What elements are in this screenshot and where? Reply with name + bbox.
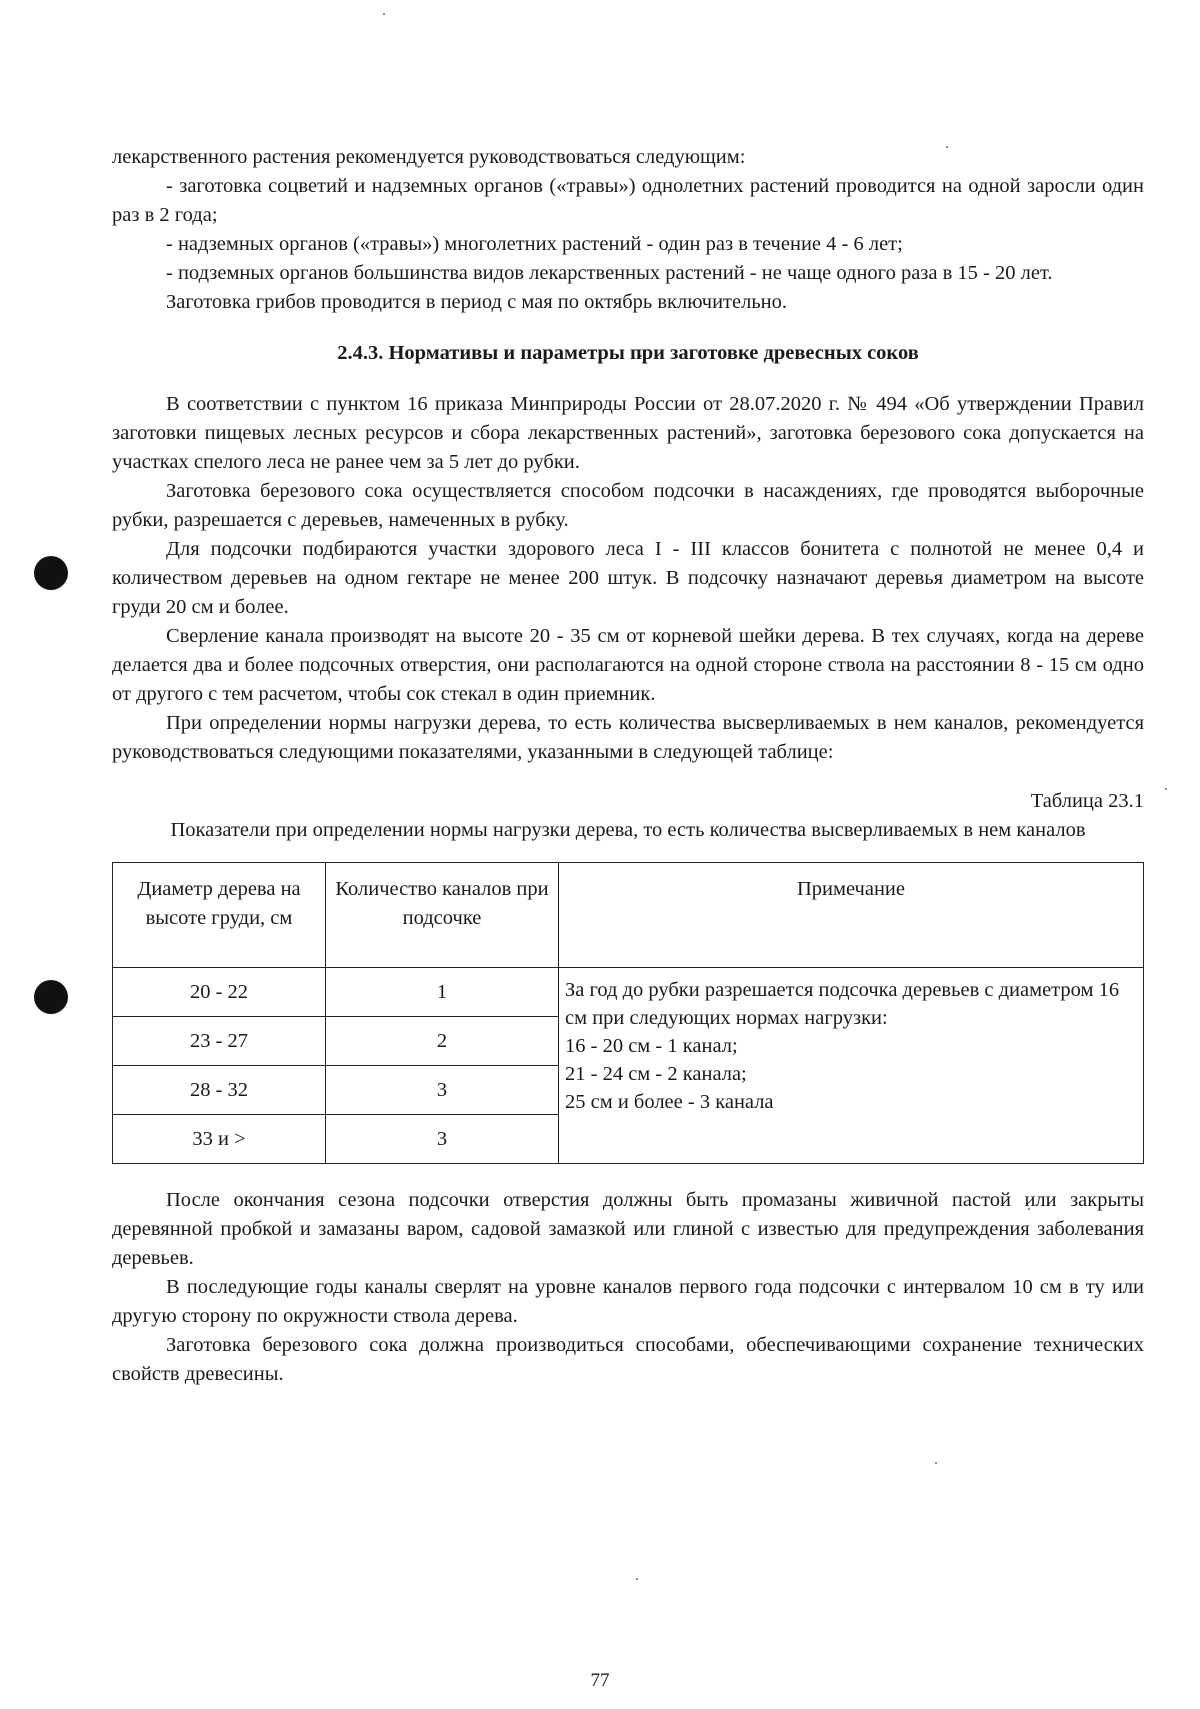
section-paragraph-3: Для подсочки подбираются участки здорового леса I - III классов бонитета с полнотой не менее 0,4 и количеством деревьев на одном гектаре не менее 200 штук. В подсочку назначают деревья диаметром на высоте груди 20 см и более. bbox=[112, 538, 1144, 618]
intro-mushrooms: Заготовка грибов проводится в период с мая по октябрь включительно. bbox=[166, 291, 788, 313]
cell-diameter: 28 - 32 bbox=[113, 1066, 326, 1115]
header-note: Примечание bbox=[559, 863, 1144, 968]
header-diameter: Диаметр дерева на высоте груди, см bbox=[113, 863, 326, 968]
note-line: 16 - 20 см - 1 канал; bbox=[565, 1035, 738, 1057]
cell-channels: 2 bbox=[326, 1017, 559, 1066]
note-line: 21 - 24 см - 2 канала; bbox=[565, 1063, 747, 1085]
section-heading: 2.4.3. Нормативы и параметры при заготовке древесных соков bbox=[337, 342, 919, 364]
scan-speck bbox=[383, 13, 385, 15]
scan-speck bbox=[1165, 788, 1167, 790]
cell-diameter: 23 - 27 bbox=[113, 1017, 326, 1066]
punch-hole-bottom bbox=[34, 980, 68, 1014]
cell-diameter: 20 - 22 bbox=[113, 968, 326, 1017]
section-paragraph-5: При определении нормы нагрузки дерева, то есть количества высверливаемых в нем каналов, рекомендуется руководствоваться следующими показателями, указанными в следующей таблице: bbox=[112, 712, 1144, 763]
table-header-row bbox=[113, 863, 1144, 968]
section-paragraph-4: Сверление канала производят на высоте 20 - 35 см от корневой шейки дерева. В тех случаях, когда на дереве делается два и более подсочных отверстия, они располагаются на одной стороне ствола на расстоянии 8 - 15 см одно от другого с тем расчетом, чтобы сок стекал в один приемник. bbox=[112, 625, 1144, 705]
note-line: 25 см и более - 3 канала bbox=[565, 1091, 774, 1113]
section-paragraph-2: Заготовка березового сока осуществляется способом подсочки в насаждениях, где проводятся выборочные рубки, разрешается с деревьев, намеченных в рубку. bbox=[112, 480, 1144, 531]
document-page bbox=[112, 143, 1144, 1389]
punch-hole-top bbox=[34, 556, 68, 590]
scan-speck bbox=[935, 1462, 937, 1464]
header-channels: Количество каналов при подсочке bbox=[326, 863, 559, 968]
cell-channels: 1 bbox=[326, 968, 559, 1017]
intro-item-underground: - подземных органов большинства видов лекарственных растений - не чаще одного раза в 15 - 20 лет. bbox=[166, 262, 1053, 284]
intro-line: лекарственного растения рекомендуется руководствоваться следующим: bbox=[112, 146, 746, 168]
table-label: Таблица 23.1 bbox=[1030, 790, 1144, 812]
intro-item-annual: - заготовка соцветий и надземных органов («травы») однолетних растений проводится на одной заросли один раз в 2 года; bbox=[112, 175, 1144, 226]
scan-speck bbox=[636, 1578, 638, 1580]
closing-paragraph-3: Заготовка березового сока должна производиться способами, обеспечивающими сохранение технических свойств древесины. bbox=[112, 1334, 1144, 1385]
cell-channels: 3 bbox=[326, 1115, 559, 1164]
note-line: За год до рубки разрешается подсочка деревьев с диаметром 16 см при следующих нормах нагрузки: bbox=[565, 979, 1120, 1029]
table-title: Показатели при определении нормы нагрузки дерева, то есть количества высверливаемых в нем каналов bbox=[170, 819, 1086, 841]
closing-paragraph-1: После окончания сезона подсочки отверстия должны быть промазаны живичной пастой или закрыты деревянной пробкой и замазаны варом, садовой замазкой или глиной с известью для предупреждения заболевания деревьев. bbox=[112, 1189, 1144, 1269]
closing-paragraph-2: В последующие годы каналы сверлят на уровне каналов первого года подсочки с интервалом 10 см в ту или другую сторону по окружности ствола дерева. bbox=[112, 1276, 1144, 1327]
page-number: 77 bbox=[590, 1670, 610, 1691]
cell-channels: 3 bbox=[326, 1066, 559, 1115]
cell-note bbox=[559, 968, 1144, 1164]
cell-diameter: 33 и > bbox=[113, 1115, 326, 1164]
norms-table bbox=[112, 862, 1144, 1164]
table-row bbox=[113, 968, 1144, 1017]
section-paragraph-1: В соответствии с пунктом 16 приказа Минприроды России от 28.07.2020 г. № 494 «Об утверждении Правил заготовки пищевых лесных ресурсов и сбора лекарственных растений», заготовка березового сока допускается на участках спелого леса не ранее чем за 5 лет до рубки. bbox=[112, 393, 1144, 473]
intro-item-perennial: - надземных органов («травы») многолетних растений - один раз в течение 4 - 6 лет; bbox=[166, 233, 903, 255]
